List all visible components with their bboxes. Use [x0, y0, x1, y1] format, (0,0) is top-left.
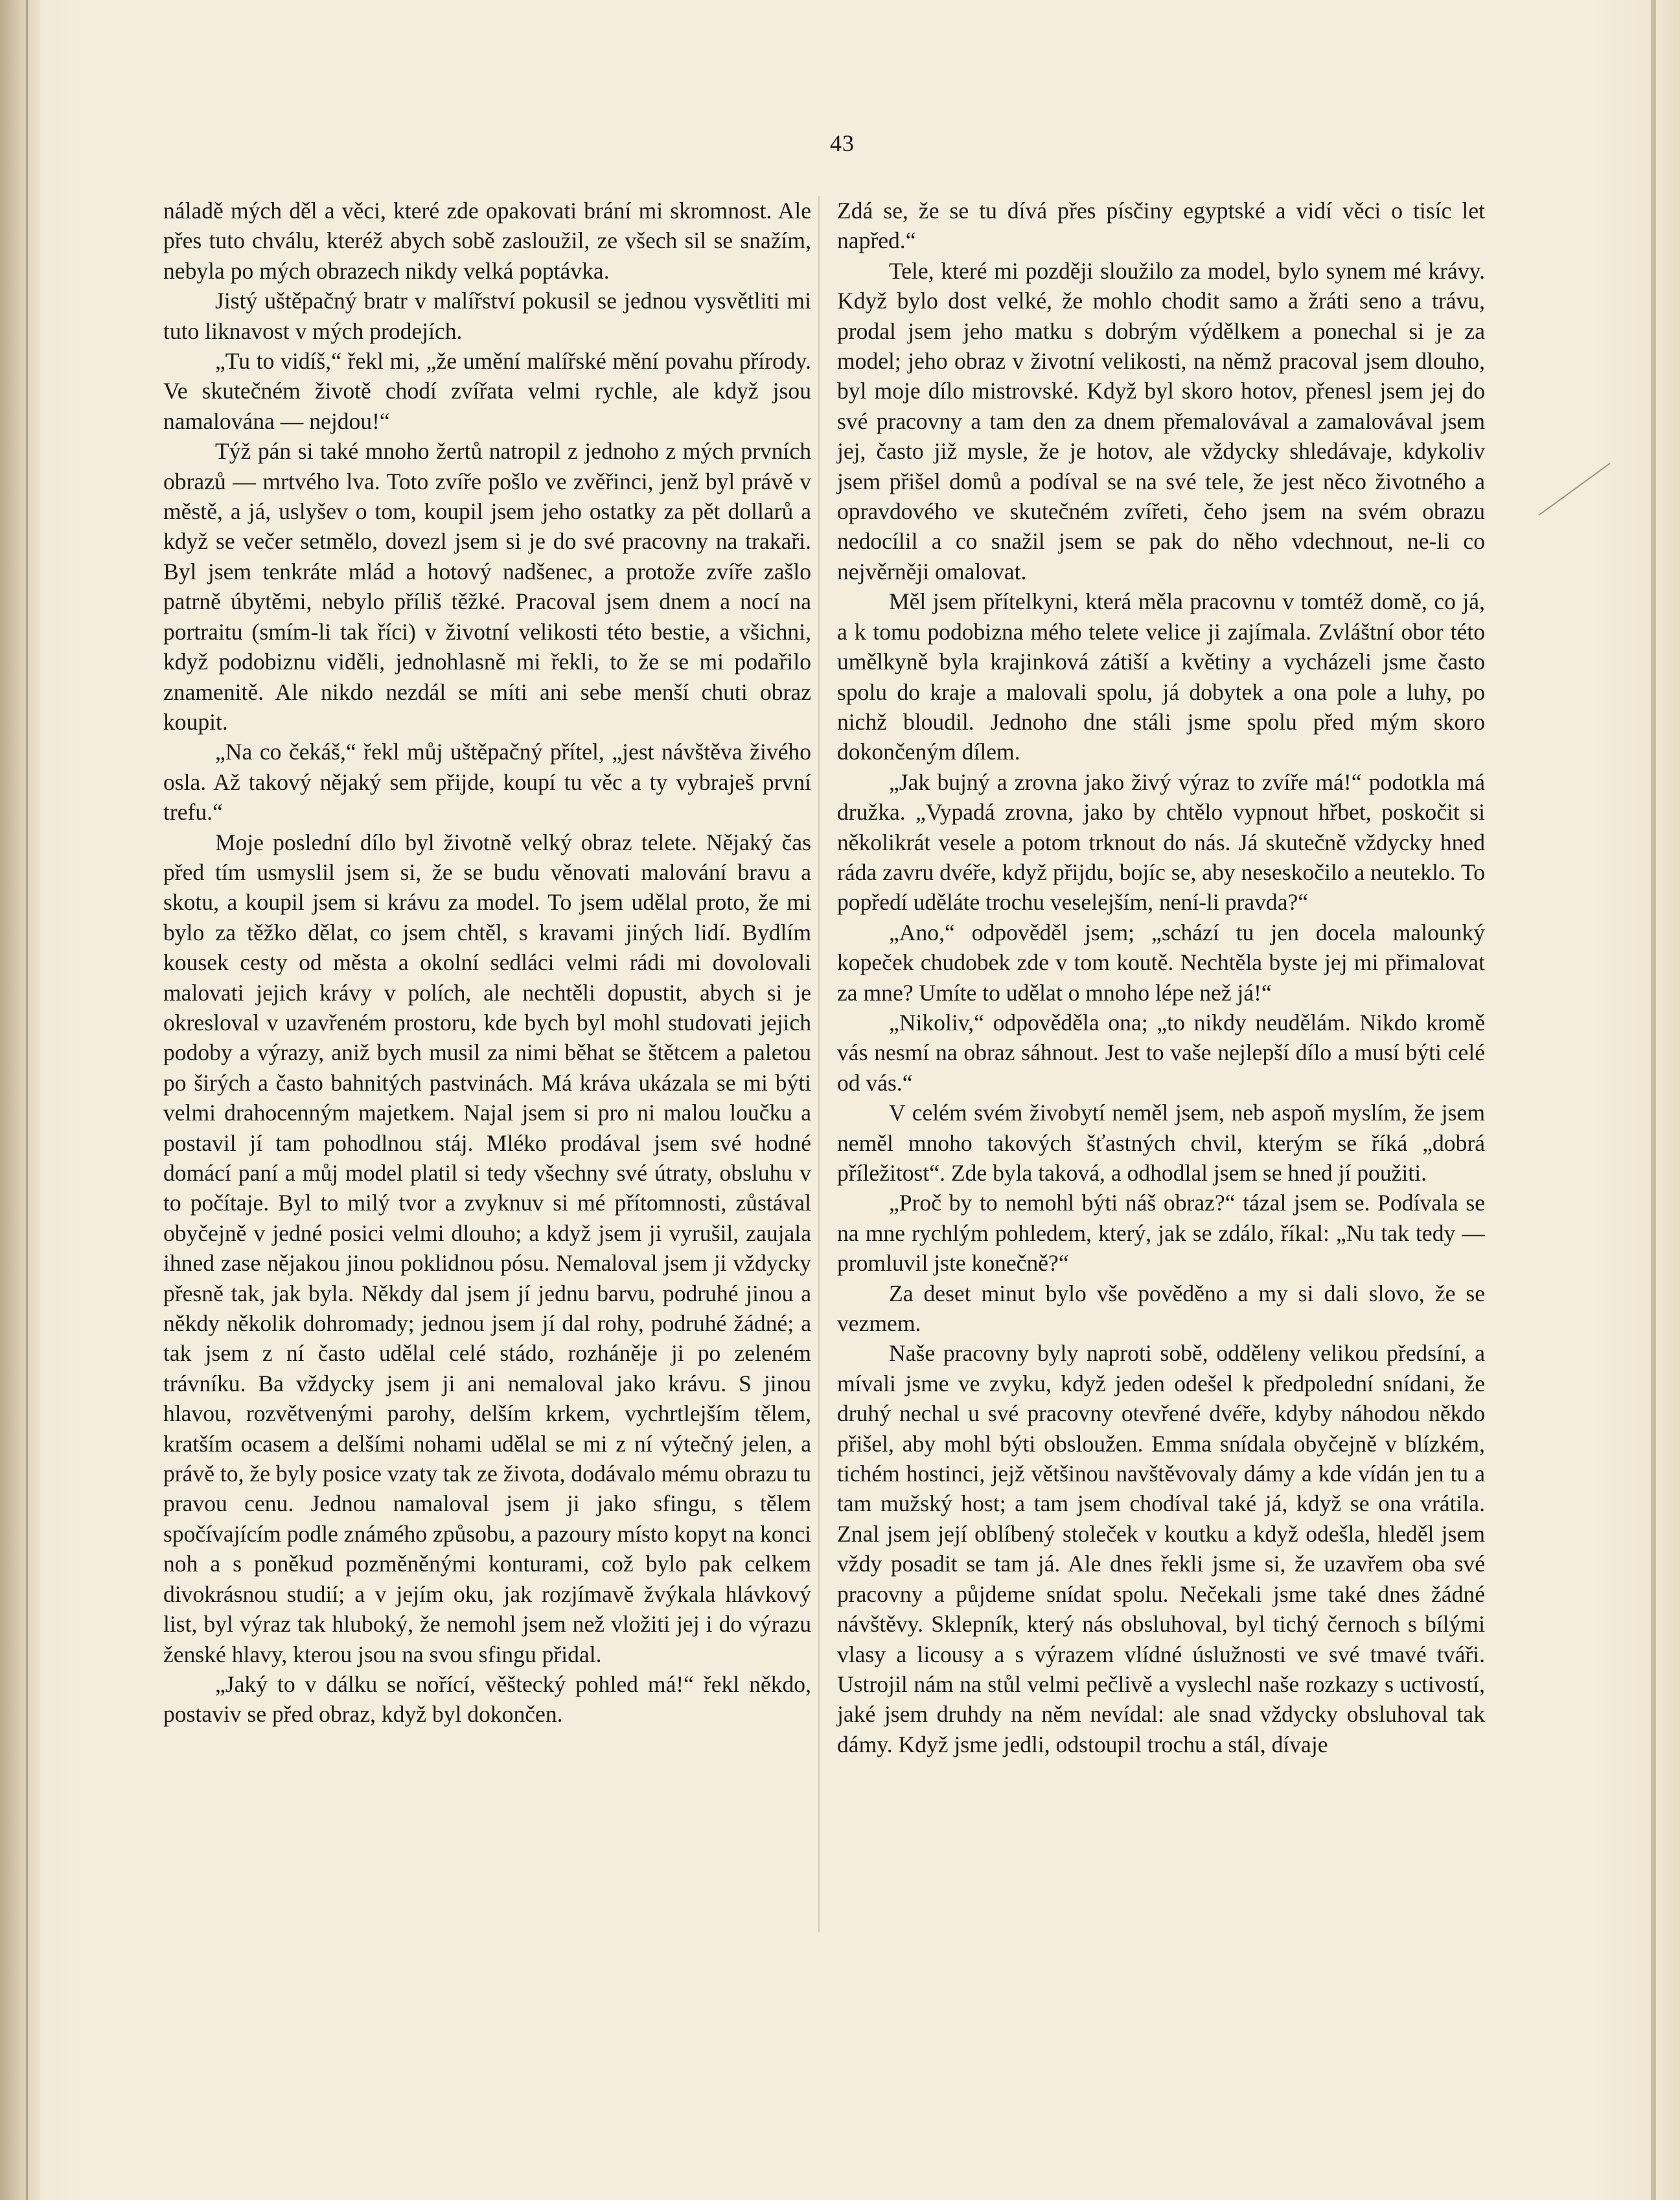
paragraph: „Ano,“ odpověděl jsem; „schází tu jen docela malounký kopeček chudobek zde v tom koutě. Nechtěla byste jej mi přimalovat za mne? Umíte to udělat o mnoho lépe než já!“ — [837, 919, 1485, 1006]
paragraph: V celém svém živobytí neměl jsem, neb aspoň myslím, že jsem neměl mnoho takových šťastných chvil, kterým se říká „dobrá příležitost“. Zde byla taková, a odhodlal jsem se hned jí použiti. — [837, 1100, 1485, 1186]
page-edge — [1651, 0, 1656, 2200]
paragraph: Za deset minut bylo vše pověděno a my si dali slovo, že se vezmem. — [837, 1280, 1485, 1337]
paragraph: Moje poslední dílo byl životně velký obraz telete. Nějaký čas před tím usmyslil jsem si, že se budu věnovati malování bravu a skotu, a koupil jsem si krávu za model. To jsem udělal proto, že mi bylo za těžko dělat, co jsem chtěl, s kravami jiných lidí. Bydlím kousek cesty od města a okolní sedláci velmi rádi mi dovolovali malovati jejich krávy v polích, ale nechtěli dopustit, abych si je okresloval v uzavřeném prostoru, kde bych byl mohl studovati jejich podoby a výrazy, aniž bych musil za nimi běhat se štětcem a paletou po širých a často bahnitých pastvinách. Má kráva ukázala se mi býti velmi drahocenným majetkem. Najal jsem si pro ni malou loučku a postavil jí tam pohodlnou stáj. Mléko prodával jsem své hodné domácí paní a můj model platil si tedy všechny své útraty, obsluhu v to počítaje. Byl to milý tvor a zvyknuv si mé přítomnosti, zůstával obyčejně v jedné posici velmi dlouho; a když jsem ji vyrušil, zaujala ihned zase nějakou jinou poklidnou pósu. Nemaloval jsem ji vždycky přesně tak, jak byla. Někdy dal jsem jí jednu barvu, podruhé jinou a někdy několik dohromady; jednou jsem jí dal rohy, podruhé žádné; a tak jsem z ní často udělal celé stádo, rozháněje ji po zeleném trávníku. Ba vždycky jsem ji ani nemaloval jako krávu. S jinou hlavou, rozvětvenými parohy, delším krkem, vychrtlejším tělem, kratším ocasem a delšími nohami udělal se mi z ní výtečný jelen, a právě to, že byly posice vzaty tak ze života, dodávalo mému obrazu tu pravou cenu. Jednou namaloval jsem ji jako sfingu, s tělem spočívajícím podle známého způsobu, a pazoury místo kopyt na konci noh a s poněkud pozměněnými konturami, což bylo pak celkem divokrásnou studií; a v jejím oku, jak rozjímavě žvýkala hlávkový list, byl výraz tak hluboký, že nemohl jsem než vložiti jej i do výrazu ženské hlavy, kterou jsou na svou sfingu přidal. — [163, 829, 811, 1667]
paragraph: Zdá se, že se tu dívá přes písčiny egyptské a vidí věci o tisíc let napřed.“ — [837, 198, 1485, 254]
left-text-column — [163, 196, 811, 1932]
paragraph: náladě mých děl a věci, které zde opakovati brání mi skromnost. Ale přes tuto chválu, kteréž abych sobě zasloužil, ze všech sil se snažím, nebyla po mých obrazech nikdy velká poptávka. — [163, 198, 811, 284]
page-number: 43 — [830, 130, 855, 156]
column-divider — [818, 196, 820, 1932]
paragraph: „Tu to vidíš,“ řekl mi, „že umění malířské mění povahu přírody. Ve skutečném životě chodí zvířata velmi rychle, ale když jsou namalována — nejdou!“ — [163, 348, 811, 434]
paragraph: „Na co čekáš,“ řekl můj uštěpačný přítel, „jest návštěva živého osla. Až takový nějaký sem přijde, koupí tu věc a ty vybraješ první trefu.“ — [163, 739, 811, 826]
pencil-mark — [1536, 457, 1613, 522]
paragraph: Tele, které mi později sloužilo za model, bylo synem mé krávy. Když bylo dost velké, že mohlo chodit samo a žráti seno a trávu, prodal jsem jeho matku s dobrým výdělkem a ponechal si je za model; jeho obraz v životní velikosti, na němž pracoval jsem dlouho, byl moje dílo mistrovské. Když byl skoro hotov, přenesl jsem jej do své pracovny a tam den za dnem přemalovával a zamalovával jsem jej, často již mysle, že je hotov, ale vždycky shledávaje, kdykoliv jsem přišel domů a podíval se na své tele, že jest něco životného a opravdového ve skutečném zvířeti, čeho jsem na svém obrazu nedocílil a co snažil jsem se pak do něho vdechnout, ne-li co nejvěrněji omalovat. — [837, 257, 1485, 585]
paragraph: „Jak bujný a zrovna jako živý výraz to zvíře má!“ podotkla má družka. „Vypadá zrovna, jako by chtělo vypnout hřbet, poskočit si několikrát vesele a potom trknout do nás. Já skutečně vždycky hned ráda zavru dvéře, když přijdu, bojíc se, aby neseskočilo a neuteklo. To popředí uděláte trochu veselejším, není-li pravda?“ — [837, 769, 1485, 916]
right-text-column — [837, 196, 1485, 1932]
paragraph: „Jaký to v dálku se nořící, věštecký pohled má!“ řekl někdo, postaviv se před obraz, když byl dokončen. — [163, 1671, 811, 1728]
paragraph: Naše pracovny byly naproti sobě, odděleny velikou předsíní, a mívali jsme ve zvyku, když jeden odešel k předpolední snídani, že druhý nechal u své pracovny otevřené dvéře, kdyby náhodou někdo přišel, aby mohl býti obsloužen. Emma snídala obyčejně v blízkém, tichém hostinci, jejž většinou navštěvovaly dámy a kde vídán jen tu a tam mužský host; a tam jsem chodíval také já, když se ona vrátila. Znal jsem její oblíbený stoleček v koutku a když odešla, hleděl jsem vždy posadit se tam já. Ale dnes řekli jsme si, že uzavřem oba své pracovny a půjdeme snídat spolu. Nečekali jsme také dnes žádné návštěvy. Sklepník, který nás obsluhoval, byl tichý černoch s bílými vlasy a licousy a s výrazem vlídné úslužnosti ve své tmavé tváři. Ustrojil nám na stůl velmi pečlivě a vyslechl naše rozkazy s uctivostí, jaké jsem druhdy na něm nevídal: ale snad vždycky obsluhoval tak dámy. Když jsme jedli, odstoupil trochu a stál, dívaje — [837, 1340, 1485, 1757]
paragraph: Týž pán si také mnoho žertů natropil z jednoho z mých prvních obrazů — mrtvého lva. Toto zvíře pošlo ve zvěřinci, jenž byl právě v městě, a já, uslyšev o tom, koupil jsem jeho ostatky za pět dollarů a když se večer setmělo, dovezl jsem si je do své pracovny na trakaři. Byl jsem tenkráte mlád a hotový nadšenec, a protože zvíře zašlo patrně úbytěmi, nebylo příliš těžké. Pracoval jsem dnem a nocí na portraitu (smím-li tak říci) v životní velikosti této bestie, a všichni, když podobiznu viděli, jednohlasně mi řekli, to že se mi podařilo znamenitě. Ale nikdo nezdál se míti ani sebe menší chuti obraz koupit. — [163, 438, 811, 735]
paragraph: Měl jsem přítelkyni, která měla pracovnu v tomtéž domě, co já, a k tomu podobizna mého telete velice ji zajímala. Zvláštní obor této umělkyně byla krajinková zátiší a květiny a vycházeli jsme často spolu do kraje a malovali spolu, já dobytek a ona pole a luhy, po nichž bloudil. Jednoho dne stáli jsme spolu před mým skoro dokončeným dílem. — [837, 588, 1485, 765]
paragraph: Jistý uštěpačný bratr v malířství pokusil se jednou vysvětliti mi tuto liknavost v mých prodejích. — [163, 288, 811, 344]
gutter-line — [26, 0, 28, 2200]
paragraph: „Nikoliv,“ odpověděla ona; „to nikdy neudělám. Nikdo kromě vás nesmí na obraz sáhnout. Jest to vaše nejlepší dílo a musí býti celé od vás.“ — [837, 1009, 1485, 1096]
book-spine-shadow — [0, 0, 40, 2200]
paragraph: „Proč by to nemohl býti náš obraz?“ tázal jsem se. Podívala se na mne rychlým pohledem, který, jak se zdálo, říkal: „Nu tak tedy — promluvil jste konečně?“ — [837, 1190, 1485, 1277]
